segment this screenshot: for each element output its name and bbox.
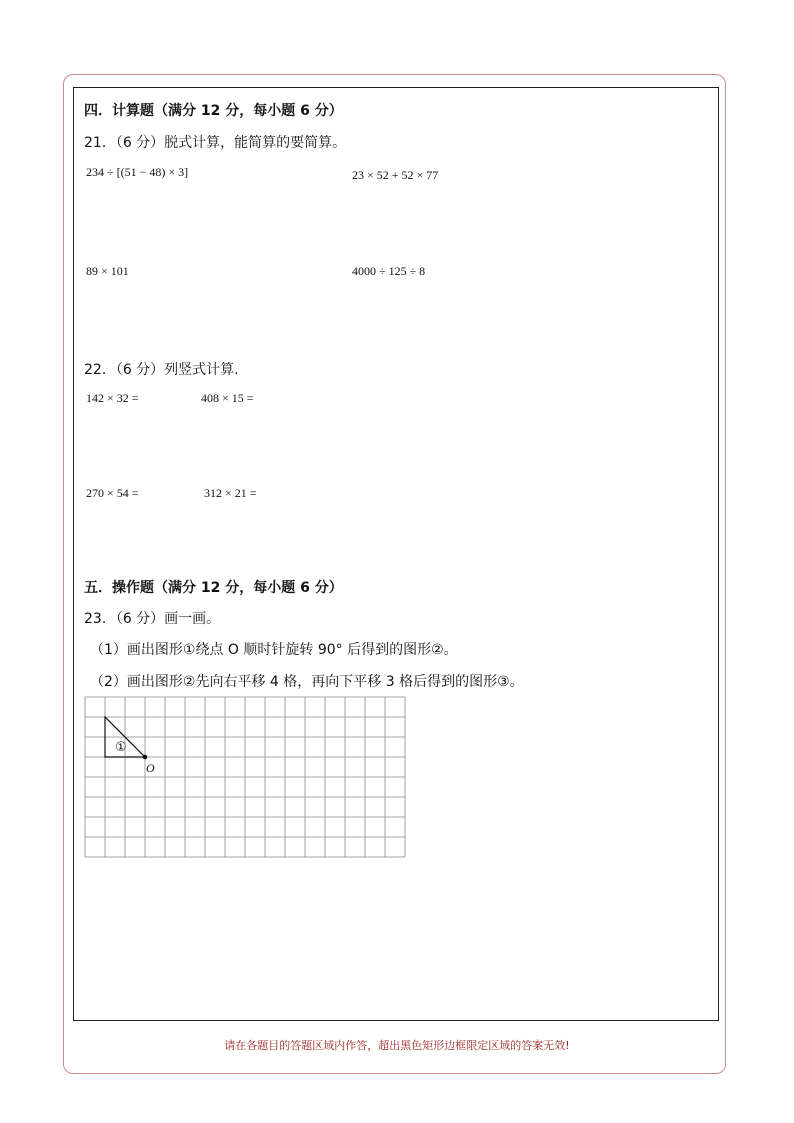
- q22-prompt: 22．（6 分）列竖式计算.: [84, 362, 239, 378]
- point-o-label: O: [146, 761, 155, 775]
- section5-heading: 五．操作题（满分 12 分，每小题 6 分）: [84, 580, 343, 596]
- q21-expression-4: 4000 ÷ 125 ÷ 8: [352, 264, 426, 278]
- footer-notice: 请在各题目的答题区域内作答，超出黑色矩形边框限定区域的答案无效!: [224, 1039, 570, 1052]
- q23-prompt: 23．（6 分）画一画。: [84, 611, 221, 627]
- q22-expression-1: 142 × 32 =: [86, 391, 139, 405]
- q21-expression-3: 89 × 101: [86, 264, 129, 278]
- q21-expression-1: 234 ÷ [(51 − 48) × 3]: [86, 165, 189, 179]
- answer-area-border: [73, 87, 719, 1021]
- q23-part2: （2）画出图形②先向右平移 4 格，再向下平移 3 格后得到的图形③。: [90, 674, 524, 690]
- point-o-marker: [143, 755, 148, 760]
- q21-expression-2: 23 × 52 + 52 × 77: [352, 168, 439, 182]
- q21-prompt: 21．（6 分）脱式计算，能简算的要简算。: [84, 135, 347, 151]
- q23-part1: （1）画出图形①绕点 O 顺时针旋转 90° 后得到的图形②。: [90, 642, 458, 658]
- q22-expression-2: 408 × 15 =: [201, 391, 254, 405]
- q22-expression-4: 312 × 21 =: [204, 486, 257, 500]
- q22-expression-3: 270 × 54 =: [86, 486, 139, 500]
- drawing-grid[interactable]: [84, 696, 406, 862]
- figure-1-label: ①: [115, 740, 127, 755]
- section4-heading: 四．计算题（满分 12 分，每小题 6 分）: [84, 103, 343, 119]
